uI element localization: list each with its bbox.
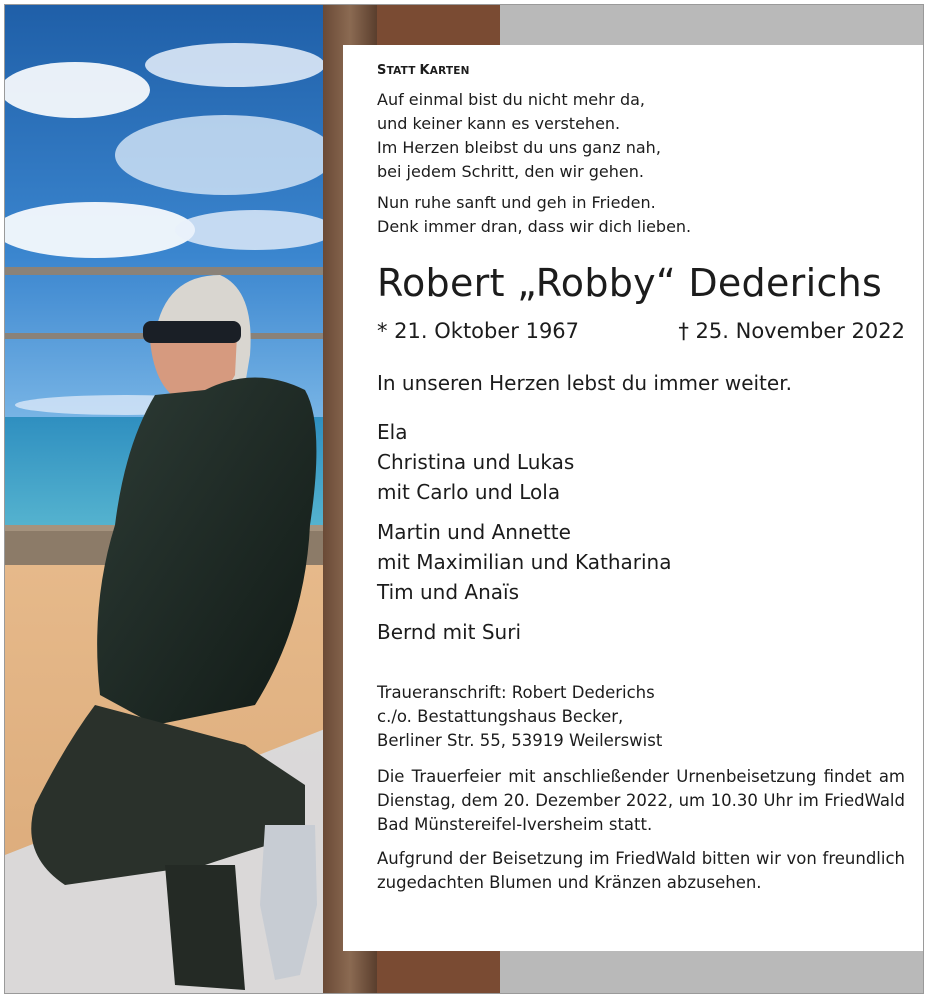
family-line: Ela <box>377 420 408 444</box>
text-card <box>343 45 924 951</box>
mourning-address <box>377 681 905 753</box>
deceased-name: Robert „Robby“ Dederichs <box>377 261 883 305</box>
poem <box>377 88 905 239</box>
poem-line: Denk immer dran, dass wir dich lieben. <box>377 217 692 236</box>
family-line: mit Maximilian und Katharina <box>377 550 672 574</box>
address-line: c./o. Bestattungshaus Becker, <box>377 707 624 726</box>
bottom-band <box>500 951 924 994</box>
top-band <box>500 5 924 45</box>
life-dates <box>377 319 905 343</box>
tagline: In unseren Herzen lebst du immer weiter. <box>377 371 792 395</box>
family-line: Martin und Annette <box>377 520 571 544</box>
statt-karten-heading <box>377 63 905 78</box>
heading-part: S <box>377 63 387 78</box>
poem-line: Im Herzen bleibst du uns ganz nah, <box>377 138 661 157</box>
family-line: Bernd mit Suri <box>377 620 522 644</box>
heading-part: K <box>419 63 430 78</box>
poem-line: Auf einmal bist du nicht mehr da, <box>377 90 645 109</box>
family-line: Tim und Anaïs <box>377 580 519 604</box>
family-line: Christina und Lukas <box>377 450 575 474</box>
birth-date: * 21. Oktober 1967 <box>377 319 580 343</box>
family-list <box>377 417 905 647</box>
poem-line: bei jedem Schritt, den wir gehen. <box>377 162 644 181</box>
address-line: Traueranschrift: Robert Dederichs <box>377 683 655 702</box>
flower-request: Aufgrund der Beisetzung im FriedWald bitten wir von freundlich zugedachten Blumen und Kränzen abzusehen. <box>377 849 905 892</box>
death-date: † 25. November 2022 <box>678 319 905 343</box>
obituary-notice <box>4 4 924 994</box>
poem-line: Nun ruhe sanft und geh in Frieden. <box>377 193 656 212</box>
heading-part: ARTEN <box>429 65 470 77</box>
address-line: Berliner Str. 55, 53919 Weilerswist <box>377 731 663 750</box>
family-line: mit Carlo und Lola <box>377 480 561 504</box>
ceremony-info: Die Trauerfeier mit anschließender Urnenbeisetzung findet am Dienstag, dem 20. Dezember 2022, um 10.30 Uhr im FriedWald Bad Münstereifel-Iversheim statt. <box>377 767 905 834</box>
poem-line: und keiner kann es verstehen. <box>377 114 621 133</box>
heading-part: TATT <box>386 65 420 77</box>
